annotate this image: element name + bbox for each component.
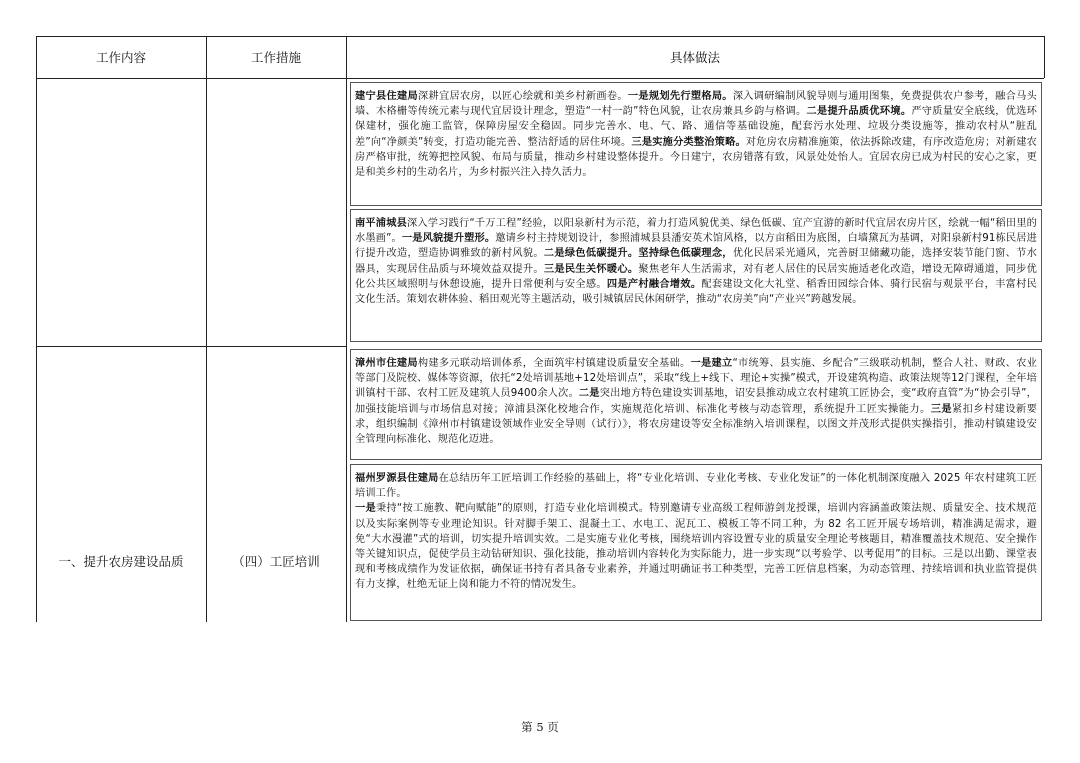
- body-text: 秉持“按工施教、靶向赋能”的原则，打造专业化培训模式。特别邀请专业高级工程师游剑龙授课，培训内容涵盖政策法规、质量安全、技术规范以及实际案例等专业理论知识。针对脚手架工、混凝土工、水电工、泥瓦工、模板工等不同工种，为 82 名工匠开展专场培训，精准满足需求，避免“大水漫灌”式的培训，切实提升培训实效。二是实施专业化考核，围绕培训内容设置专业的质量安全理论考核题目，精准覆盖技术规范、安全操作等关键知识点，促使学员主动钻研知识、强化技能，推动培训内容转化为实际能力，进一步实现“以考验学、以考促用”的目标。三是以出勤、课堂表现和考核成绩作为发证依据，确保证书持有者具备专业素养，并通过明确证书工种类型，完善工匠信息档案，为动态管理、持续培训和执业监管提供有力支撑，杜绝无证上岗和能力不符的情况发生。: [355, 503, 1037, 591]
- work-content-label: 一、提升农房建设品质: [58, 554, 184, 569]
- bold-phrase: 二是绿色低碳提升。: [543, 248, 639, 260]
- bold-phrase: 一是风貌提升塑形。: [401, 233, 496, 245]
- body-text: 严守质量安全底线，优选环保建材，强化施工监管，保障房屋安全稳固。同步完善水、电、气、路、通信等基础设施，配套污水处理、垃圾分类设施等，推动农村从“脏乱差”向“净颜美”转变，打造功能完善、整洁舒适的居住环境。: [355, 106, 1037, 148]
- bold-phrase: 三是: [930, 403, 953, 415]
- method-cell-pucheng: [350, 209, 1042, 342]
- bold-phrase: 一是建立: [690, 358, 733, 369]
- bold-phrase: 二是: [578, 388, 600, 400]
- body-text: 深入学习践行“千万工程”经验，以阳泉新村为示范，着力打造风貌优美、绿色低碳、宜产宜游的新时代宜居农房片区，绘就一幅“稻田里的水墨画”。: [355, 218, 1037, 245]
- col-divider-2: [346, 36, 347, 622]
- header-bottom-border: [36, 78, 1044, 79]
- bold-phrase: 四是产村融合增效。: [606, 278, 702, 290]
- bold-phrase: 漳州市住建局: [355, 358, 418, 369]
- body-text: 突出地方特色建设实训基地，诏安县推动成立农村建筑工匠协会，变“政府直管”为“协会引导”，加强技能培训与市场信息对接；漳浦县深化校地合作，实施规范化培训、标准化考核与动态管理，系统提升工匠实操能力。: [355, 388, 1037, 415]
- table-right-border: [1044, 36, 1045, 78]
- body-text: 构建多元联动培训体系，全面筑牢村镇建设质量安全基础。: [417, 358, 691, 369]
- body-text: 优化民居采光通风，完善厨卫储藏功能，选择安装节能门窗、节水器具，实现居住品质与环境效益双提升。: [355, 248, 1037, 275]
- header-work-measure: 工作措施: [250, 50, 301, 65]
- bold-phrase: 建宁县住建局: [355, 91, 418, 102]
- header-specific-method: 具体做法: [669, 50, 720, 65]
- bold-phrase: 福州罗源县住建局: [355, 473, 439, 484]
- page-number: 第 5 页: [521, 720, 559, 734]
- bold-phrase: 一是: [355, 503, 376, 515]
- table-top-border: [36, 36, 1044, 37]
- body-text: “市统筹、县实施、乡配合”三级联动机制，整合人社、财政、农业等部门及院校、媒体等资源，依托“2处培训基地+12处培训点”，采取“线上+线下、理论+实操”模式，开设建筑构造、政策法规等12门课程，全年培训镇村干部、农村工匠及建筑人员9400余人次。: [355, 358, 1037, 400]
- body-text: 深耕宜居农房，以匠心绘就和美乡村新画卷。: [417, 91, 628, 102]
- bold-phrase: 三是民生关怀暖心。: [543, 263, 639, 275]
- method-cell-jianning: [350, 82, 1042, 206]
- body-text: 在总结历年工匠培训工作经验的基础上，将“专业化培训、专业化考核、专业化发证”的一体化机制深度融入 2025 年农村建筑工匠培训工作。: [355, 473, 1037, 500]
- body-text: 配套建设文化大礼堂、稻香田园综合体、骑行民宿与观景平台，丰富村民文化生活。策划农耕体验、稻田观光等主题活动，吸引城镇居民休闲研学，推动“农房美”向“产业兴”跨越发展。: [355, 278, 1037, 306]
- body-text: 邀请乡村主持规划设计，参照浦城县县潘安英术馆风格，以方亩稻田为底图，白墙黛瓦为基调，对阳泉新村91栋民居进行提升改造，塑造协调雅致的新村风貌。: [355, 233, 1037, 260]
- bold-phrase: 三是实施分类整治策略。: [631, 136, 746, 148]
- bold-phrase: 坚持绿色低碳理念，: [638, 248, 733, 260]
- body-text: 对危房农房精准施策，依法拆除改建，有序改造危房；对新建农房严格审批，统筹把控风貌、布局与质量，推动乡村建设整体提升。今日建宁，农房错落有致，风景处处怡人。宜居农房已成为村民的安心之家，更是和美乡村的生动名片，为乡村振兴注入持久活力。: [355, 136, 1038, 179]
- method-cell-zhangzhou: [350, 349, 1042, 460]
- bold-phrase: 一是规划先行塑格局。: [627, 91, 733, 102]
- body-text: 深入调研编制风貌导则与通用图集，免费提供农户参考，融合马头墙、木格栅等传统元素与现代宜居设计理念，塑造“一村一韵”特色风貌，让农房兼具乡韵与格调。: [355, 91, 1037, 118]
- col-divider-1: [206, 36, 207, 622]
- bold-phrase: 南平浦城县: [355, 218, 407, 229]
- method-cell-luoyuan: [350, 464, 1042, 621]
- group-divider: [36, 346, 346, 347]
- work-measure-label: （四）工匠培训: [232, 554, 320, 569]
- header-work-content: 工作内容: [95, 50, 146, 65]
- table-left-border: [36, 36, 37, 622]
- body-text: 紧扣乡村建设新要求，组织编制《漳州市村镇建设领域作业安全导则（试行）》，将农房建设等安全标准纳入培训课程，以图文并茂形式提供实操指引，推动村镇建设安全管理向标准化、规范化迈进。: [355, 403, 1037, 446]
- bold-phrase: 二是提升品质优环境。: [806, 106, 912, 118]
- body-text: 聚焦老年人生活需求，对有老人居住的民居实施适老化改造，增设无障碍通道，同步优化公共区域照明与休憩设施，提升日常便利与安全感。: [355, 263, 1037, 290]
